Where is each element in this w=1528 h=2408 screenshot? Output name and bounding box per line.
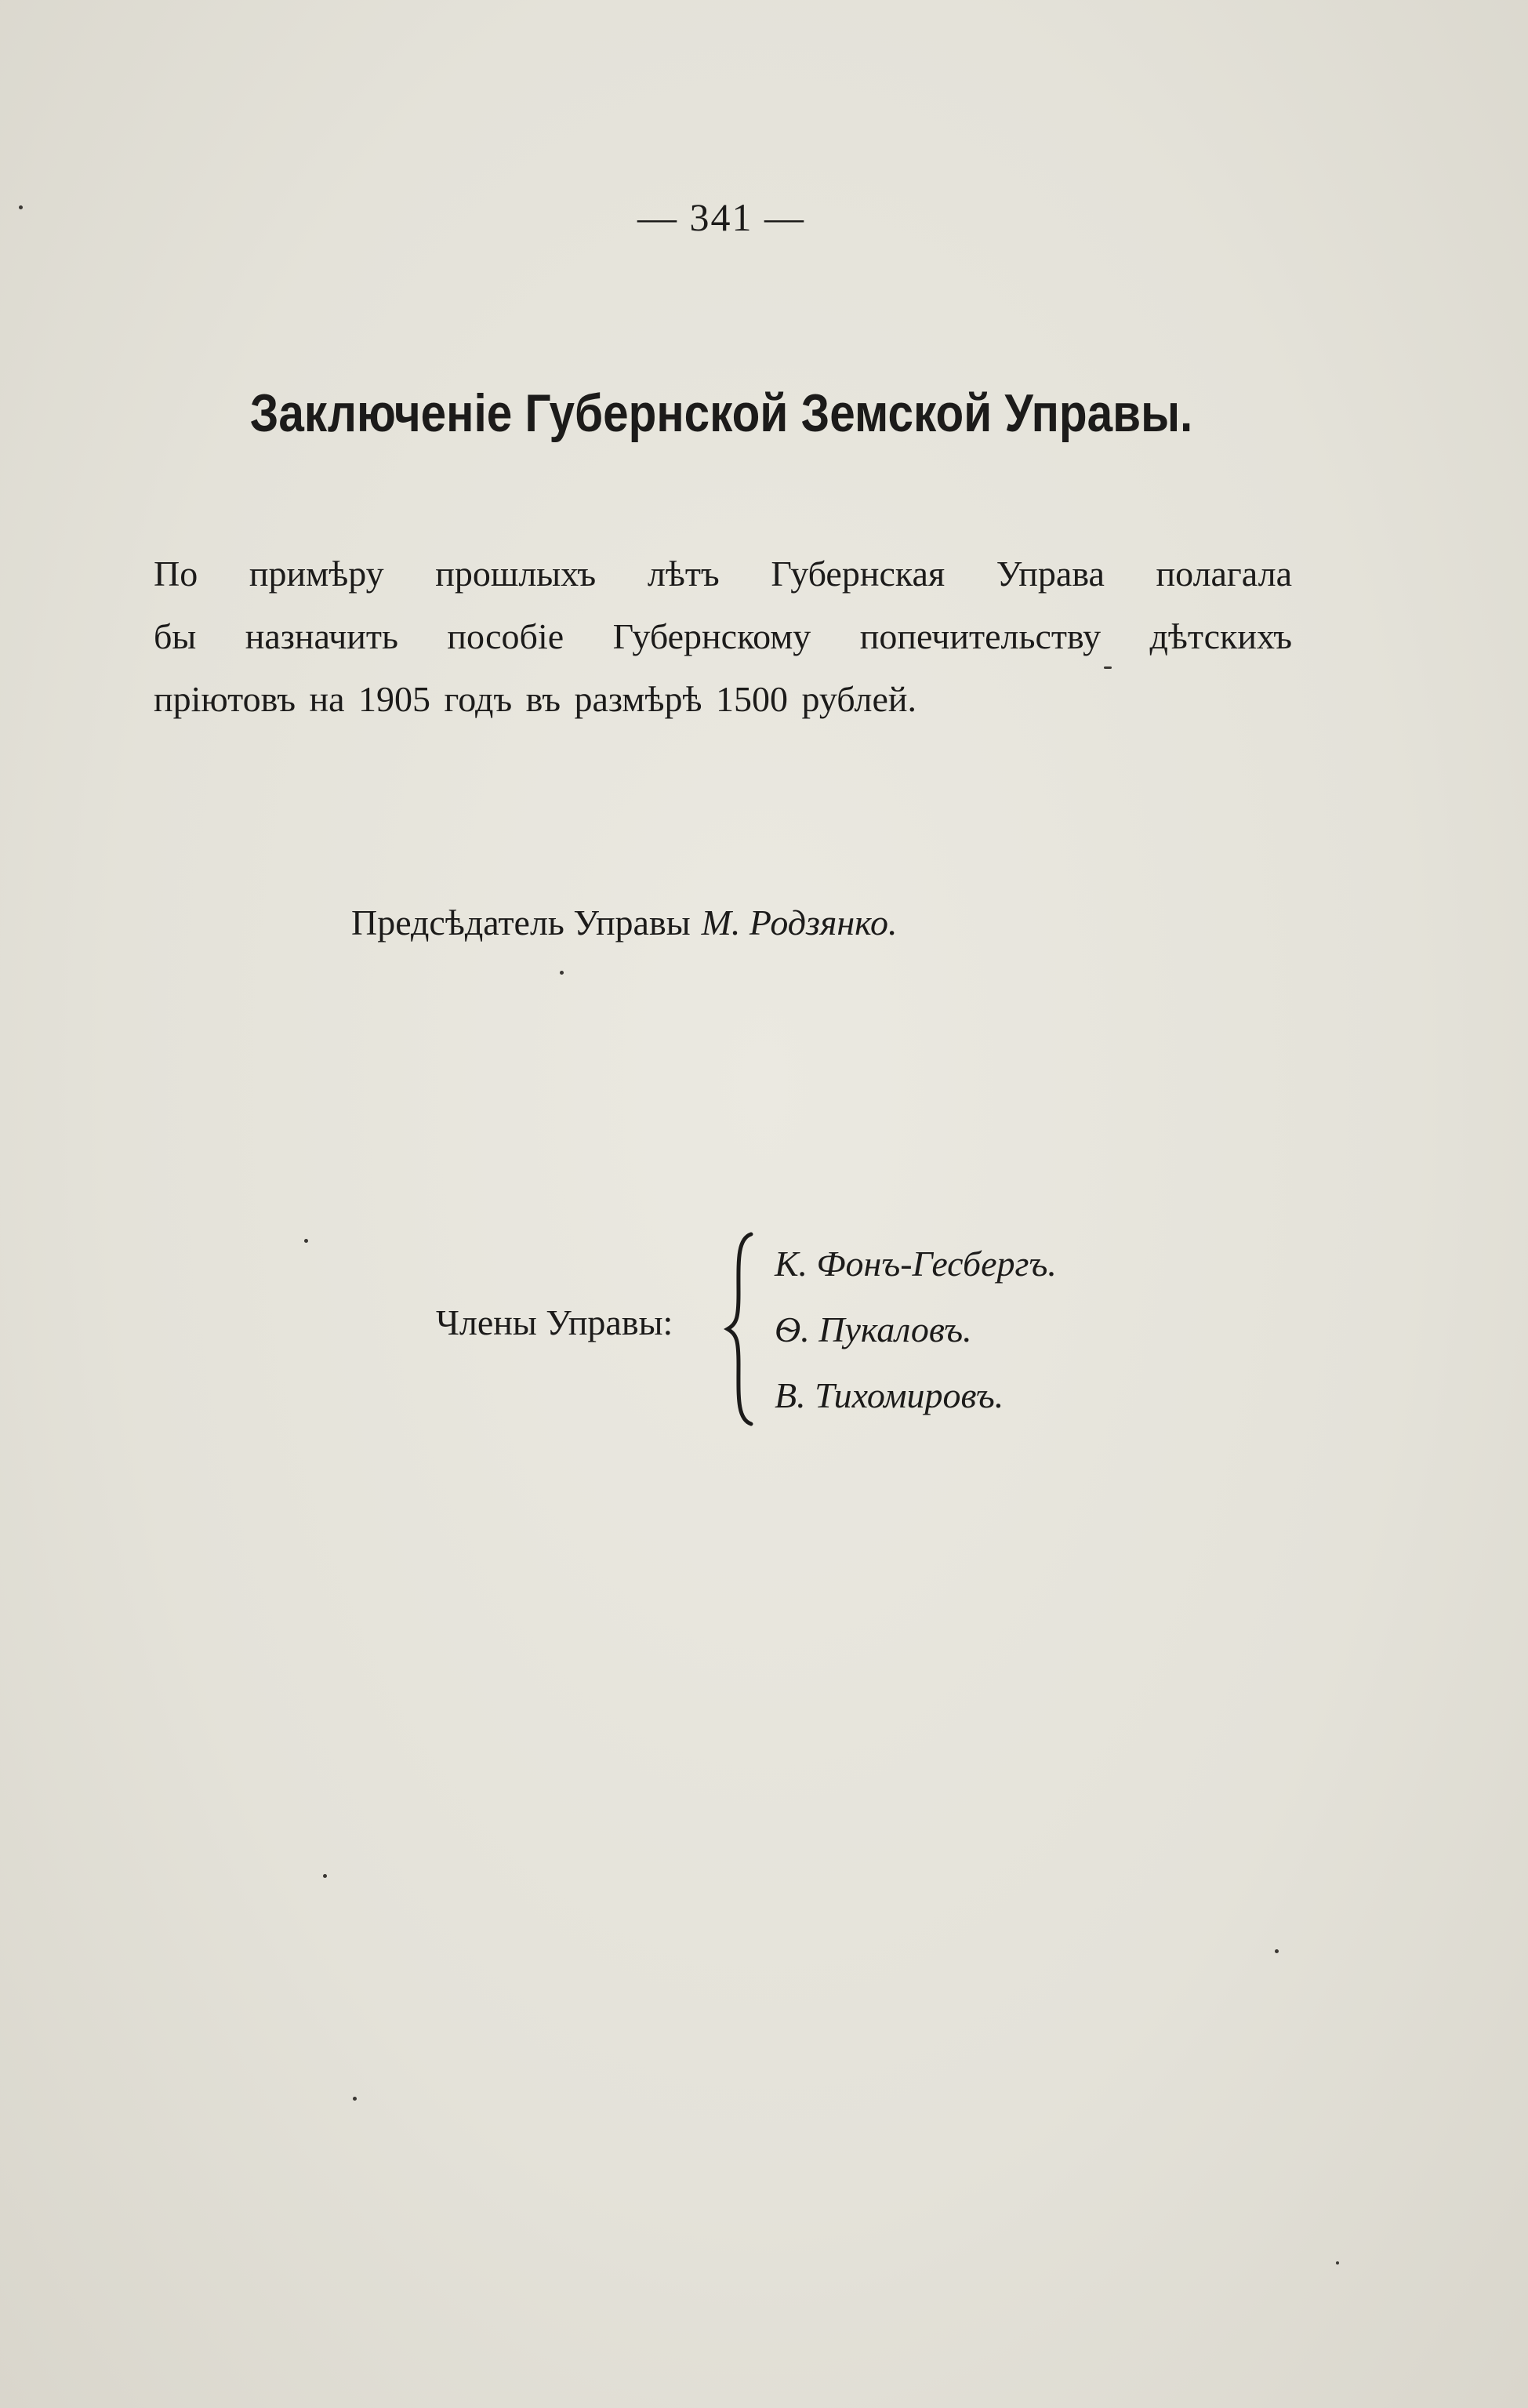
document-title: Заключеніе Губернской Земской Управы. bbox=[249, 383, 1193, 443]
curly-brace bbox=[721, 1231, 760, 1427]
member-name: К. Фонъ-Гесбергъ. bbox=[775, 1244, 1057, 1284]
member-name: Ѳ. Пукаловъ. bbox=[775, 1309, 972, 1349]
members-label: Члены Управы: bbox=[436, 1302, 673, 1342]
chairman-name: М. Родзянко. bbox=[701, 903, 898, 942]
paper-speck bbox=[560, 971, 564, 975]
members-list bbox=[775, 1231, 1057, 1429]
paper-speck bbox=[1336, 2261, 1339, 2265]
paper-speck bbox=[304, 1239, 308, 1243]
member-name: В. Тихомировъ. bbox=[775, 1375, 1004, 1415]
body-line: По примѣру прошлыхъ лѣтъ Губернская Управа полагала bbox=[154, 554, 1292, 594]
paper-speck bbox=[323, 1874, 327, 1878]
paper-speck bbox=[353, 2097, 357, 2101]
chairman-label: Предсѣдатель Управы bbox=[351, 903, 691, 942]
paper-speck bbox=[19, 205, 23, 209]
page-number: — 341 — bbox=[637, 195, 805, 239]
chairman-signature bbox=[351, 902, 897, 943]
paper-speck bbox=[1275, 1949, 1279, 1953]
paper-speck bbox=[1104, 666, 1112, 669]
body-paragraph bbox=[154, 543, 1292, 731]
body-line: бы назначить пособіе Губернскому попечительству дѣтскихъ bbox=[154, 616, 1292, 656]
body-line: пріютовъ на 1905 годъ въ размѣрѣ 1500 рублей. bbox=[154, 679, 917, 719]
